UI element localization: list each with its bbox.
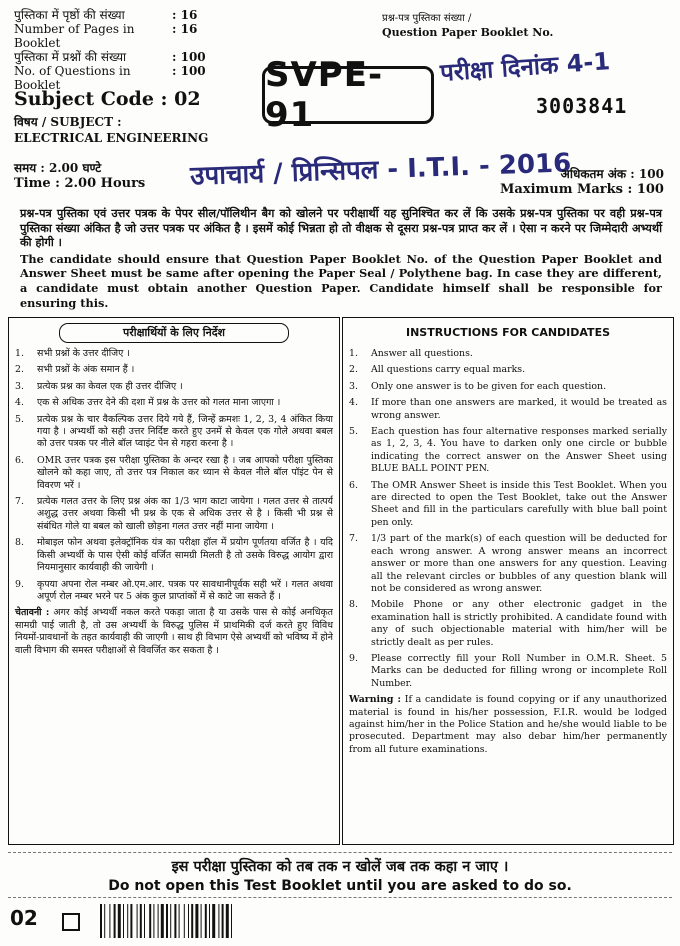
item-number: 4. [15, 397, 24, 409]
list-item [15, 537, 333, 574]
item-number: 7. [15, 496, 24, 508]
item-number: 6. [15, 454, 24, 466]
english-instructions-box [342, 317, 674, 845]
list-item [15, 455, 333, 492]
list-item [15, 364, 333, 376]
barcode-bar [179, 904, 180, 938]
question-booklet-number-label [382, 12, 553, 40]
barcode-bar [209, 904, 210, 938]
booklet-number-notice [20, 206, 662, 312]
item-number: 3. [349, 380, 358, 392]
item-text: सभी प्रश्नों के अंक समान हैं । [37, 364, 135, 376]
list-item [15, 397, 333, 409]
item-number: 3. [15, 380, 24, 392]
hindi-instructions-box [8, 317, 340, 845]
list-item [349, 397, 667, 422]
questions-hi-label: पुस्तिका में प्रश्नों की संख्या [14, 50, 127, 64]
pages-hi-label: पुस्तिका में पृष्ठों की संख्या [14, 8, 125, 22]
marks-block [500, 166, 664, 198]
marks-en: Maximum Marks : 100 [500, 182, 664, 197]
barcode-bar [140, 904, 142, 938]
item-text: The OMR Answer Sheet is inside this Test Booklet. When you are directed to open the Test Booklet, take out the Answer Sheet and fill in the particulars carefully with blue ball point pen only. [371, 479, 667, 528]
barcode-bar [195, 904, 198, 938]
item-text: प्रत्येक प्रश्न का केवल एक ही उत्तर दीजिए । [37, 380, 183, 392]
handwritten-exam-date: परीक्षा दिनांक 4-1 [439, 47, 611, 87]
list-item [349, 653, 667, 690]
footer-subject-code: 02 [10, 906, 38, 930]
barcode-bar [205, 904, 207, 938]
barcode-bar [158, 904, 159, 938]
item-text: कृपया अपना रोल नम्बर ओ.एम.आर. पत्रक पर सावधानीपूर्वक सही भरें । गलत अथवा अपूर्ण रोल नम्बर भरने पर 5 अंक कुल प्राप्तांकों में से काटे जा सकते हैं । [37, 578, 333, 602]
list-item [349, 381, 667, 393]
english-instructions-title: INSTRUCTIONS FOR CANDIDATES [405, 326, 610, 339]
item-number: 9. [15, 578, 24, 590]
questions-en-label: No. of Questions in Booklet [14, 64, 131, 92]
list-item [349, 364, 667, 376]
do-not-open-notice [0, 852, 680, 894]
item-text: Answer all questions. [371, 348, 473, 359]
item-number: 5. [349, 426, 358, 438]
pages-value-en: : 16 [172, 22, 198, 36]
do-not-open-en: Do not open this Test Booklet until you are asked to do so. [108, 878, 572, 894]
barcode-icon [100, 904, 320, 938]
paper-code-box: SVPE-91 [262, 66, 434, 124]
item-number: 1. [15, 348, 24, 359]
item-number: 9. [349, 652, 358, 664]
barcode-bar [137, 904, 138, 938]
barcode-bar [188, 904, 189, 938]
barcode-bar [222, 904, 224, 938]
time-en: Time : 2.00 Hours [14, 176, 146, 191]
list-item [15, 348, 333, 360]
time-hi: समय : 2.00 घण्टे [14, 161, 102, 175]
list-item [15, 579, 333, 604]
item-text: Only one answer is to be given for each question. [371, 380, 607, 392]
item-text: If more than one answers are marked, it would be treated as wrong answer. [371, 397, 667, 421]
notice-en: The candidate should ensure that Question Paper Booklet No. of the Question Paper Booklet and Answer Sheet must be same after opening the Paper Seal / Polythene bag. In case they are different, a candidate must obtain another Question Paper. Candidate himself shall be responsible for ensuring this. [20, 251, 662, 310]
item-text: सभी प्रश्नों के उत्तर दीजिए । [37, 348, 130, 359]
item-text: प्रत्येक प्रश्न के चार वैकल्पिक उत्तर दिये गये हैं, जिन्हें क्रमशः 1, 2, 3, 4 अंकित किया गया है । अभ्यर्थी को सही उत्तर निर्दिष्ट करते हुए उनमें से केवल एक गोले अथवा बबल को उत्तर पत्रक पर नीले बॉल प्वाइंट पेन से गहरा करना है । [37, 413, 333, 450]
barcode-bar [218, 904, 219, 938]
barcode-bar [226, 904, 229, 938]
item-text: Mobile Phone or any other electronic gadget in the examination hall is strictly prohibited. A candidate found with any of such objectionable material with him/her will be strictly dealt as per rules. [371, 599, 667, 648]
list-item [349, 426, 667, 476]
barcode-bar [118, 904, 121, 938]
item-number: 6. [349, 479, 358, 491]
barcode-bar [191, 904, 193, 938]
barcode-bar [166, 904, 168, 938]
pages-en-label: Number of Pages in Booklet [14, 22, 135, 50]
item-number: 4. [349, 397, 358, 409]
item-number: 8. [349, 599, 358, 611]
english-instructions-list [349, 348, 667, 756]
item-number: 5. [15, 413, 24, 425]
time-block [14, 160, 145, 192]
item-text: मोबाइल फोन अथवा इलेक्ट्रॉनिक यंत्र का परीक्षा हॉल में प्रयोग पूर्णतया वर्जित है । यदि किसी अभ्यर्थी के पास ऐसी कोई वर्जित सामग्री मिलती है तो उसके विरुद्ध आयोग द्वारा नियमानुसार कार्यवाही की जायेगी । [37, 537, 333, 574]
handwritten-post: उपाचार्य / प्रिन्सिपल - I.T.I. - 2016 [189, 148, 572, 192]
warning-label: चेतावनी : [15, 607, 50, 619]
qbn-en: Question Paper Booklet No. [382, 26, 554, 39]
item-text: OMR उत्तर पत्रक इस परीक्षा पुस्तिका के अन्दर रखा है । जब आपको परीक्षा पुस्तिका खोलने को कहा जाए, तो उत्तर पत्र निकाल कर ध्यान से केवल नीले बॉल पॉइंट पेन से विवरण भरें । [37, 454, 333, 491]
hindi-instructions-title: परीक्षार्थियों के लिए निर्देश [59, 323, 289, 343]
questions-value-hi: : 100 [172, 50, 206, 64]
item-number: 7. [349, 533, 358, 545]
subject-block [14, 114, 208, 146]
list-item [349, 599, 667, 649]
square-mark-icon [62, 913, 80, 931]
subject-name: ELECTRICAL ENGINEERING [14, 131, 209, 145]
do-not-open-hi: इस परीक्षा पुस्तिका को तब तक न खोलें जब तक कहा न जाए । [171, 858, 509, 875]
barcode-bar [127, 904, 128, 938]
item-text: प्रत्येक गलत उत्तर के लिए प्रश्न अंक का 1/3 भाग काटा जायेगा । गलत उत्तर से तात्पर्य अशुद्ध उत्तर अथवा किसी भी प्रश्न के एक से अधिक उत्तर से है । किसी भी प्रश्न से संबंधित गोले या बबल को खाली छोड़ना गलत उत्तर नहीं माना जायेगा । [37, 496, 333, 532]
item-text: 1/3 part of the mark(s) of each question will be deducted for each wrong answer. A wrong answer means an incorrect answer or more than one answers for any question. Leaving all the relevant circles or bubbles of any question blank will not be considered as wrong answer. [371, 533, 667, 594]
marks-hi: अधिकतम अंक : 100 [560, 167, 664, 181]
hindi-warning [15, 607, 333, 657]
warning-text: If a candidate is found copying or if any unauthorized material is found in his/her possession, F.I.R. would be lodged against him/her in the Police Station and he/she would liable to be prosecuted. Department may also debar him/her permanently from all future examinations. [349, 694, 667, 755]
barcode-bar [170, 904, 171, 938]
pages-value-hi: : 16 [172, 8, 198, 22]
warning-text: अगर कोई अभ्यर्थी नकल करते पकड़ा जाता है या उसके पास से कोई अनधिकृत सामग्री पाई जाती है, तो उस अभ्यर्थी के विरुद्ध पुलिस में प्राथमिकी दर्ज करते हुए विविध नियमों-प्रावधानों के तहत कार्यवाही की जाएगी । साथ ही विभाग ऐसे अभ्यर्थी को भविष्य में होने वाली विभाग की समस्त परीक्षाओं से विवर्जित कर सकता है । [15, 607, 333, 656]
barcode-bar [100, 904, 102, 938]
list-item [349, 480, 667, 530]
notice-hi: प्रश्न-पत्र पुस्तिका एवं उत्तर पत्रक के पेपर सील/पॉलिथीन बैग को खोलने पर परीक्षार्थी यह सुनिश्चित कर लें कि उसके प्रश्न-पत्र पुस्तिका पर वही प्रश्न-पत्र पुस्तिका संख्या अंकित है जो उत्तर पत्रक पर अंकित है । इसमें कोई भिन्नता हो तो वीक्षक से दूसरा प्रश्न-पत्र प्राप्त कर लें । ऐसा न करने पर जिम्मेदारी अभ्यर्थी की होगी । [20, 206, 662, 250]
booklet-info [14, 8, 206, 92]
item-text: Please correctly fill your Roll Number in O.M.R. Sheet. 5 Marks can be deducted for filling wrong or incomplete Roll Number. [371, 652, 667, 689]
barcode-bar [201, 904, 202, 938]
item-number: 1. [349, 348, 358, 359]
subject-code: Subject Code : 02 [14, 88, 201, 110]
barcode-bar [104, 904, 105, 938]
barcode-bar [144, 904, 145, 938]
barcode-bar [231, 904, 232, 938]
english-warning [349, 694, 667, 756]
list-item [15, 414, 333, 451]
barcode-bar [123, 904, 124, 938]
item-text: एक से अधिक उत्तर देने की दशा में प्रश्न के उत्तर को गलत माना जाएगा । [37, 397, 281, 409]
qbn-hi: प्रश्न-पत्र पुस्तिका संख्या / [382, 13, 472, 24]
item-number: 2. [349, 364, 358, 376]
warning-label: Warning : [349, 694, 401, 706]
item-text: All questions carry equal marks. [371, 364, 526, 376]
barcode-bar [212, 904, 215, 938]
item-number: 2. [15, 364, 24, 376]
list-item [15, 381, 333, 393]
list-item [349, 533, 667, 595]
barcode-bar [149, 904, 151, 938]
item-number: 8. [15, 537, 24, 549]
barcode-bar [109, 904, 110, 938]
hindi-instructions-list [15, 348, 333, 657]
barcode-bar [161, 904, 164, 938]
questions-value-en: : 100 [172, 64, 206, 78]
item-text: Each question has four alternative responses marked serially as 1, 2, 3, 4. You have to darken only one circle or bubble indicating the correct answer on the Answer Sheet using BLUE BALL POINT PEN. [371, 426, 667, 475]
list-item [349, 348, 667, 360]
barcode-bar [174, 904, 176, 938]
barcode-bar [114, 904, 116, 938]
list-item [15, 496, 333, 533]
barcode-bar [153, 904, 154, 938]
barcode-bar [184, 904, 185, 938]
subject-label: विषय / SUBJECT : [14, 115, 122, 129]
serial-number: 3003841 [536, 94, 628, 118]
barcode-bar [130, 904, 132, 938]
